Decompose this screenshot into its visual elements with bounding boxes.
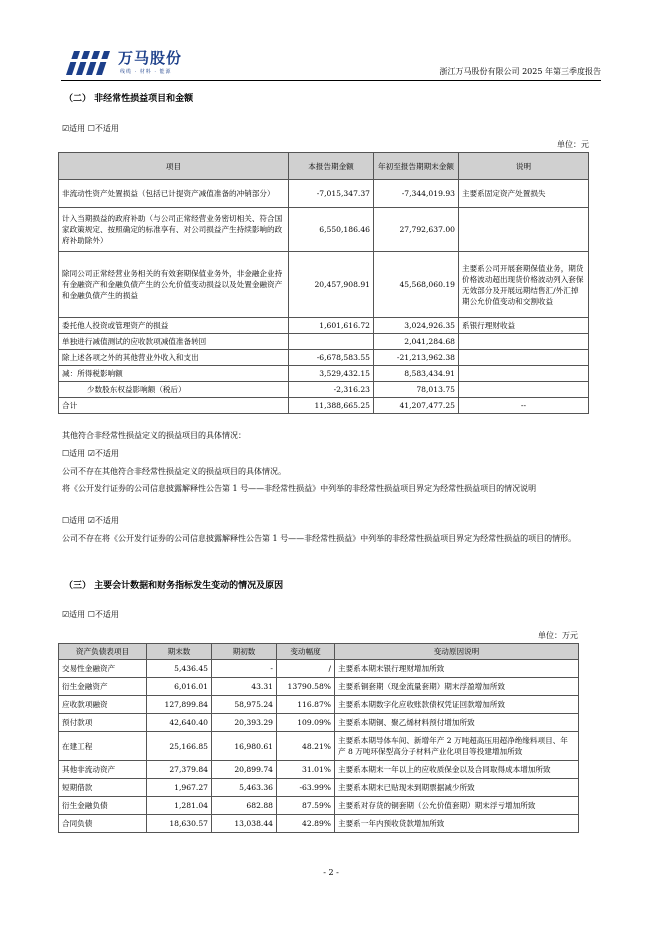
row-reason: 主要系本期末已贴现未到期票据减少所致 bbox=[335, 779, 579, 797]
row-reason: 主要系一年内预收货款增加所致 bbox=[335, 815, 579, 833]
row-ytd: 27,792,637.00 bbox=[374, 208, 459, 252]
row-end: 18,630.57 bbox=[147, 815, 212, 833]
row-item: 预付款项 bbox=[59, 714, 147, 732]
table-total-row bbox=[59, 398, 589, 414]
reclass-line: 将《公开发行证券的公司信息披露解释性公告第 1 号——非经常性损益》中列举的非经常性损益项目界定为经常性损益项目的情况说明 bbox=[62, 484, 537, 493]
section3-title: （三） 主要会计数据和财务指标发生变动的情况及原因 bbox=[64, 581, 284, 591]
row-reason: 主要系铜套期（现金流量套期）期末浮盈增加所致 bbox=[335, 678, 579, 696]
row-note bbox=[459, 334, 589, 350]
row-note bbox=[459, 382, 589, 398]
row-ytd: 2,041,284.68 bbox=[374, 334, 459, 350]
col-header: 说明 bbox=[459, 153, 589, 180]
row-begin: 43.31 bbox=[212, 678, 277, 696]
row-item: 短期借款 bbox=[59, 779, 147, 797]
row-note: 主要系公司开展套期保值业务，期货价格波动超出现货价格波动列入套保无效部分及开展远期结售汇/外汇掉期公允价值变动和交割收益 bbox=[459, 252, 589, 318]
row-end: 5,436.45 bbox=[147, 660, 212, 678]
table-row bbox=[59, 714, 579, 732]
row-end: 1,967.27 bbox=[147, 779, 212, 797]
table-row bbox=[59, 761, 579, 779]
table-row bbox=[59, 779, 579, 797]
col-header: 资产负债表项目 bbox=[59, 644, 147, 660]
row-change: 31.01% bbox=[277, 761, 335, 779]
row-end: 6,016.01 bbox=[147, 678, 212, 696]
col-header: 变动原因说明 bbox=[335, 644, 579, 660]
row-reason: 主要系本期铜、聚乙烯材料预付增加所致 bbox=[335, 714, 579, 732]
row-change: 87.59% bbox=[277, 797, 335, 815]
row-end: 42,640.40 bbox=[147, 714, 212, 732]
row-ytd: 8,583,434.91 bbox=[374, 366, 459, 382]
report-title: 浙江万马股份有限公司 2025 年第三季度报告 bbox=[439, 67, 601, 76]
row-begin: 16,980.61 bbox=[212, 732, 277, 761]
row-note bbox=[459, 208, 589, 252]
row-current: -6,678,583.55 bbox=[289, 350, 374, 366]
row-reason: 主要系本期导体车间、新增年产 2 万吨超高压用超净绝缘料项目、年产 8 万吨环保型高分子材料产业化项目等投建增加所致 bbox=[335, 732, 579, 761]
row-item: 应收款项融资 bbox=[59, 696, 147, 714]
table-row bbox=[59, 334, 589, 350]
row-item: 其他非流动资产 bbox=[59, 761, 147, 779]
row-begin: 58,975.24 bbox=[212, 696, 277, 714]
row-note: -- bbox=[459, 398, 589, 414]
row-end: 127,899.84 bbox=[147, 696, 212, 714]
row-begin: 20,899.74 bbox=[212, 761, 277, 779]
row-end: 1,281.04 bbox=[147, 797, 212, 815]
row-current bbox=[289, 334, 374, 350]
row-note: 主要系固定资产处置损失 bbox=[459, 180, 589, 208]
row-change: 42.89% bbox=[277, 815, 335, 833]
col-header: 项目 bbox=[59, 153, 289, 180]
section2-title: （二） 非经常性损益项目和金额 bbox=[64, 94, 194, 104]
row-begin: 20,393.29 bbox=[212, 714, 277, 732]
row-reason: 主要系对存货的铜套期（公允价值套期）期末浮亏增加所致 bbox=[335, 797, 579, 815]
nonrecurring-table bbox=[58, 152, 589, 414]
col-header: 本报告期金额 bbox=[289, 153, 374, 180]
row-current: 11,388,665.25 bbox=[289, 398, 374, 414]
col-header: 期初数 bbox=[212, 644, 277, 660]
section2-unit: 单位：元 bbox=[557, 140, 589, 149]
row-item: 减：所得税影响额 bbox=[59, 366, 289, 382]
row-note: 系银行理财收益 bbox=[459, 318, 589, 334]
row-item: 合同负债 bbox=[59, 815, 147, 833]
row-current: -2,316.23 bbox=[289, 382, 374, 398]
row-begin: - bbox=[212, 660, 277, 678]
row-reason: 主要系本期末银行理财增加所致 bbox=[335, 660, 579, 678]
balance-change-table bbox=[58, 643, 579, 833]
row-change: / bbox=[277, 660, 335, 678]
row-item: 单独进行减值测试的应收款项减值准备转回 bbox=[59, 334, 289, 350]
table-header-row bbox=[59, 153, 589, 180]
row-item: 除上述各项之外的其他营业外收入和支出 bbox=[59, 350, 289, 366]
row-ytd: 78,013.75 bbox=[374, 382, 459, 398]
row-item: 交易性金融资产 bbox=[59, 660, 147, 678]
table-row bbox=[59, 318, 589, 334]
section2-applicable: ☑适用 ☐不适用 bbox=[62, 124, 119, 133]
table-header-row bbox=[59, 644, 579, 660]
company-logo bbox=[64, 47, 214, 79]
page-number: - 2 - bbox=[323, 868, 339, 877]
section3-unit: 单位：万元 bbox=[538, 631, 578, 640]
reclass-applicable: ☐适用 ☑不适用 bbox=[62, 516, 119, 525]
logo-slogan: 线缆 · 材料 · 能源 bbox=[120, 69, 172, 75]
row-current: -7,015,347.37 bbox=[289, 180, 374, 208]
table-row bbox=[59, 678, 579, 696]
col-header: 变动幅度 bbox=[277, 644, 335, 660]
row-item: 在建工程 bbox=[59, 732, 147, 761]
row-current: 3,529,432.15 bbox=[289, 366, 374, 382]
col-header: 期末数 bbox=[147, 644, 212, 660]
logo-name: 万马股份 bbox=[118, 49, 183, 67]
table-row bbox=[59, 815, 579, 833]
row-current: 20,457,908.91 bbox=[289, 252, 374, 318]
table-row bbox=[59, 382, 589, 398]
table-row bbox=[59, 797, 579, 815]
row-change: 116.87% bbox=[277, 696, 335, 714]
table-row bbox=[59, 366, 589, 382]
row-begin: 5,463.36 bbox=[212, 779, 277, 797]
row-note bbox=[459, 350, 589, 366]
row-current: 1,601,616.72 bbox=[289, 318, 374, 334]
row-change: 109.09% bbox=[277, 714, 335, 732]
table-row bbox=[59, 252, 589, 318]
row-change: 48.21% bbox=[277, 732, 335, 761]
col-header: 年初至报告期期末金额 bbox=[374, 153, 459, 180]
row-item: 衍生金融资产 bbox=[59, 678, 147, 696]
row-item: 少数股东权益影响额（税后） bbox=[59, 382, 289, 398]
table-row bbox=[59, 180, 589, 208]
row-current: 6,550,186.46 bbox=[289, 208, 374, 252]
header-divider bbox=[61, 80, 601, 81]
table-row bbox=[59, 660, 579, 678]
table-row bbox=[59, 732, 579, 761]
row-end: 27,379.84 bbox=[147, 761, 212, 779]
row-change: -63.99% bbox=[277, 779, 335, 797]
row-item: 计入当期损益的政府补助（与公司正常经营业务密切相关、符合国家政策规定、按照确定的标准享有、对公司损益产生持续影响的政府补助除外） bbox=[59, 208, 289, 252]
other-items-statement: 公司不存在其他符合非经常性损益定义的损益项目的具体情况。 bbox=[62, 467, 286, 476]
row-item: 除同公司正常经营业务相关的有效套期保值业务外，非金融企业持有金融资产和金融负债产生的公允价值变动损益以及处置金融资产和金融负债产生的损益 bbox=[59, 252, 289, 318]
row-item: 委托他人投资或管理资产的损益 bbox=[59, 318, 289, 334]
row-note bbox=[459, 366, 589, 382]
table-row bbox=[59, 208, 589, 252]
row-change: 13790.58% bbox=[277, 678, 335, 696]
row-ytd: 3,024,926.35 bbox=[374, 318, 459, 334]
row-item: 衍生金融负债 bbox=[59, 797, 147, 815]
row-item: 合计 bbox=[59, 398, 289, 414]
reclass-statement: 公司不存在将《公开发行证券的公司信息披露解释性公告第 1 号——非经常性损益》中列举的非经常性损益项目界定为经常性损益的项目的情形。 bbox=[62, 534, 577, 543]
row-reason: 主要系本期数字化应收账款债权凭证回款增加所致 bbox=[335, 696, 579, 714]
wanma-logo-icon bbox=[64, 47, 116, 77]
row-ytd: -7,344,019.93 bbox=[374, 180, 459, 208]
row-reason: 主要系本期末一年以上的应收质保金以及合同取得成本增加所致 bbox=[335, 761, 579, 779]
other-items-line: 其他符合非经常性损益定义的损益项目的具体情况： bbox=[62, 431, 246, 440]
section3-applicable: ☑适用 ☐不适用 bbox=[62, 610, 119, 619]
row-item: 非流动性资产处置损益（包括已计提资产减值准备的冲销部分） bbox=[59, 180, 289, 208]
row-ytd: -21,213,962.38 bbox=[374, 350, 459, 366]
other-items-applicable: ☐适用 ☑不适用 bbox=[62, 449, 119, 458]
row-ytd: 41,207,477.25 bbox=[374, 398, 459, 414]
table-row bbox=[59, 350, 589, 366]
table-row bbox=[59, 696, 579, 714]
row-end: 25,166.85 bbox=[147, 732, 212, 761]
row-ytd: 45,568,060.19 bbox=[374, 252, 459, 318]
row-begin: 682.88 bbox=[212, 797, 277, 815]
row-begin: 13,038.44 bbox=[212, 815, 277, 833]
